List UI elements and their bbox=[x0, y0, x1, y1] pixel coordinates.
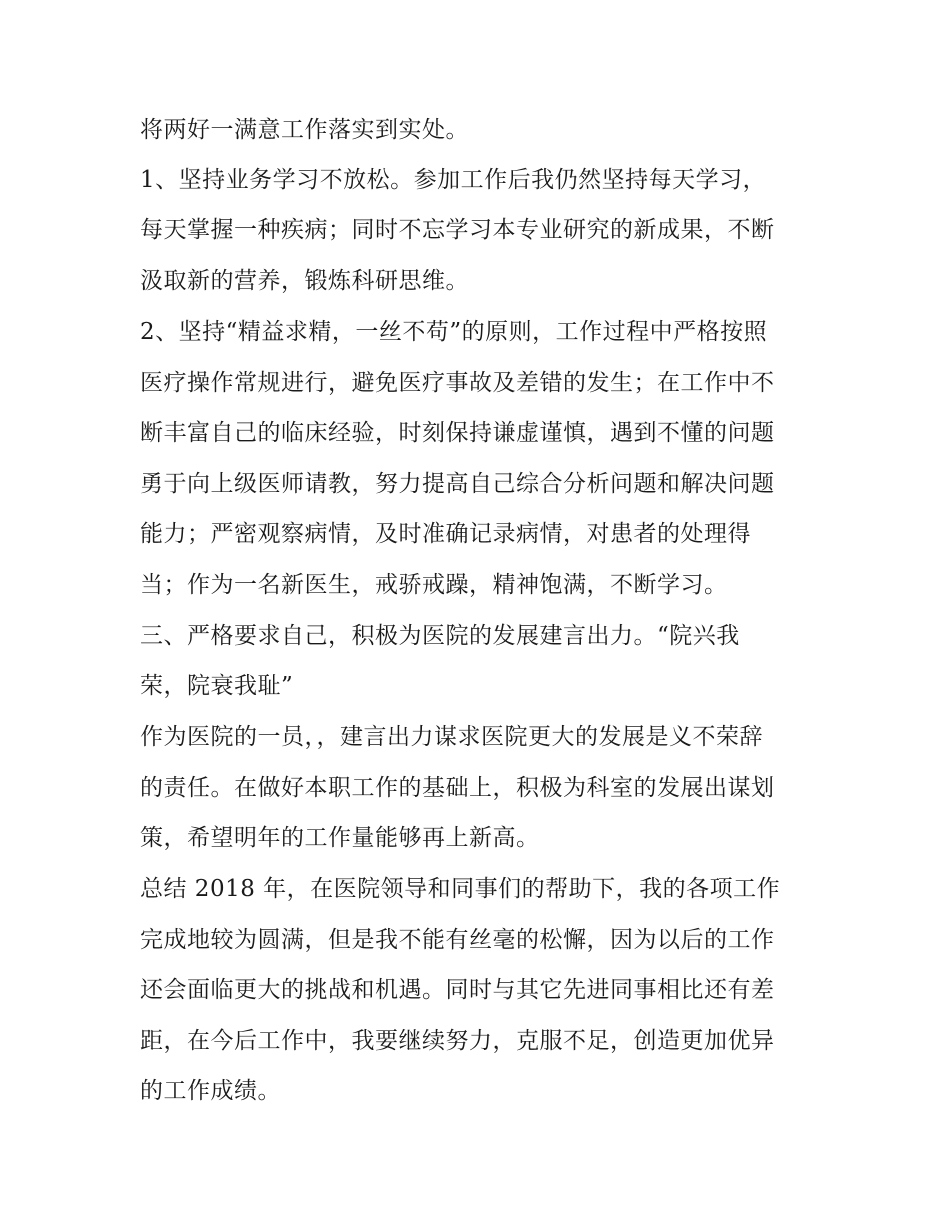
text-line: 当；作为一名新医生，戒骄戒躁，精神饱满，不断学习。 bbox=[140, 572, 728, 598]
text-line: 每天掌握一种疾病；同时不忘学习本专业研究的新成果，不断 bbox=[140, 217, 775, 243]
text-line: 的责任。在做好本职工作的基础上，积极为科室的发展出谋划 bbox=[140, 775, 775, 801]
text-line: 距，在今后工作中，我要继续努力，克服不足，创造更加优异 bbox=[140, 1028, 775, 1054]
text-line: 能力；严密观察病情，及时准确记录病情，对患者的处理得 bbox=[140, 521, 751, 547]
text-line: 勇于向上级医师请教，努力提高自己综合分析问题和解决问题 bbox=[140, 471, 775, 497]
text-line: 三、严格要求自己，积极为医院的发展建言出力。“院兴我 bbox=[140, 623, 740, 649]
text-line: 的工作成绩。 bbox=[140, 1078, 281, 1104]
text-line: 荣，院衰我耻” bbox=[140, 673, 294, 699]
text-line: 将两好一满意工作落实到实处。 bbox=[140, 117, 469, 143]
text-line: 作为医院的一员，，建言出力谋求医院更大的发展是义不荣辞 bbox=[140, 724, 763, 750]
text-line: 还会面临更大的挑战和机遇。同时与其它先进同事相比还有差 bbox=[140, 977, 775, 1003]
text-line: 医疗操作常规进行，避免医疗事故及差错的发生；在工作中不 bbox=[140, 370, 775, 396]
text-line: 断丰富自己的临床经验，时刻保持谦虚谨慎，遇到不懂的问题 bbox=[140, 420, 775, 446]
text-line: 汲取新的营养，锻炼科研思维。 bbox=[140, 268, 469, 294]
text-line: 完成地较为圆满，但是我不能有丝毫的松懈，因为以后的工作 bbox=[140, 927, 775, 953]
text-line: 总结 2018 年，在医院领导和同事们的帮助下，我的各项工作 bbox=[140, 876, 781, 902]
text-line: 2、坚持“精益求精，一丝不苟”的原则，工作过程中严格按照 bbox=[140, 319, 768, 345]
text-line: 策，希望明年的工作量能够再上新高。 bbox=[140, 825, 540, 851]
text-line: 1、坚持业务学习不放松。参加工作后我仍然坚持每天学习， bbox=[140, 167, 767, 193]
